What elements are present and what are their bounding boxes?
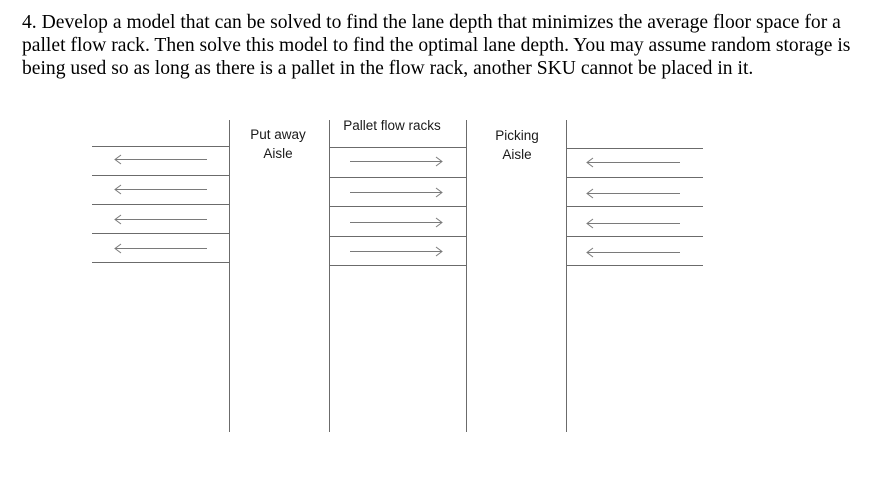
right-arrow-icon xyxy=(350,218,442,227)
left-rack xyxy=(92,120,230,432)
left-arrow-icon xyxy=(587,219,680,228)
right-rack-arrows xyxy=(587,158,680,257)
put-away-aisle-label-line2: Aisle xyxy=(263,146,293,161)
left-arrow-icon xyxy=(587,248,680,257)
left-arrow-icon xyxy=(115,244,207,253)
pallet-flow-rack xyxy=(330,120,467,432)
picking-aisle-label-line1: Picking xyxy=(495,128,539,143)
left-arrow-icon xyxy=(587,158,680,167)
left-arrow-icon xyxy=(115,185,207,194)
left-arrow-icon xyxy=(115,215,207,224)
left-arrow-icon xyxy=(115,155,207,164)
question-text: 4. Develop a model that can be solved to find the lane depth that minimizes the average floor space for a pallet flow rack. Then solve this model to find the optimal lane depth. You may assume random storage is being used so as long as there is a pallet in the flow rack, another SKU cannot be placed in it. xyxy=(22,12,851,79)
right-rack xyxy=(567,120,704,432)
pallet-flow-racks-label: Pallet flow racks xyxy=(343,118,441,133)
put-away-aisle-label-line1: Put away xyxy=(250,127,306,142)
right-arrow-icon xyxy=(350,157,442,166)
right-arrow-icon xyxy=(350,247,442,256)
picking-aisle-label-line2: Aisle xyxy=(502,147,532,162)
left-arrow-icon xyxy=(587,189,680,198)
right-arrow-icon xyxy=(350,188,442,197)
